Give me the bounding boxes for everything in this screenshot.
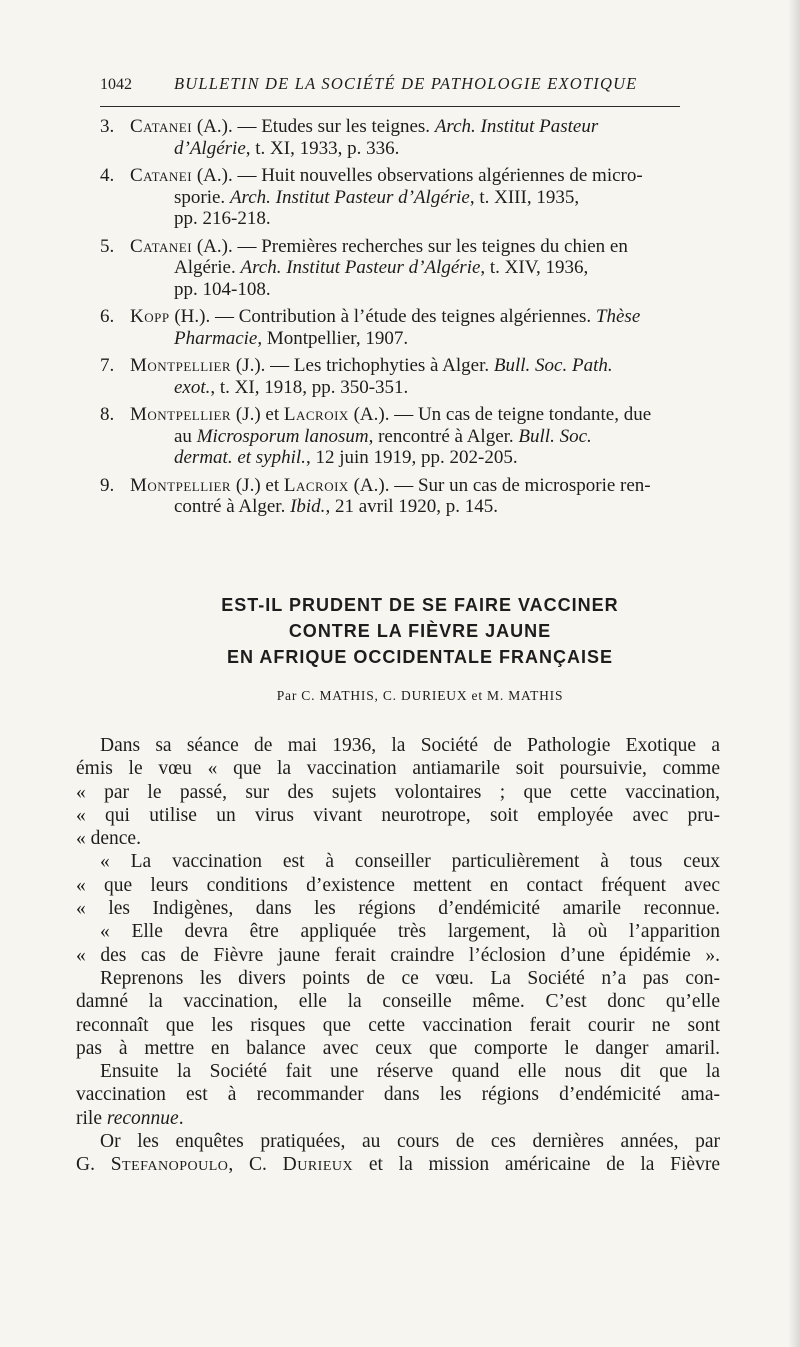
text-run: (J.). — Les trichophyties à Alger. xyxy=(231,355,494,376)
reference-number: 3. xyxy=(100,116,115,137)
text-run: « dence. xyxy=(76,828,141,850)
text-run: Dans sa séance de mai 1936, la Société de Pathologie Exotique a xyxy=(100,735,720,756)
italic-text: Microsporum lanosum xyxy=(196,425,369,447)
header-rule xyxy=(100,106,680,107)
body-line xyxy=(76,1014,720,1037)
body-line xyxy=(76,1153,720,1176)
article-authors: Par C. MATHIS, C. DURIEUX et M. MATHIS xyxy=(276,688,564,703)
reference-line xyxy=(130,355,740,377)
reference-number: 9. xyxy=(100,474,115,496)
reference-item xyxy=(100,236,740,301)
italic-text: Bull. Soc. Path. xyxy=(493,355,613,376)
italic-text: Arch. Institut Pasteur d’Algérie xyxy=(229,186,470,208)
reference-line xyxy=(130,165,740,187)
author-name: Catanei xyxy=(130,235,193,257)
text-run: . xyxy=(178,1107,184,1129)
text-run: G. xyxy=(76,1154,111,1176)
text-run: pp. 216-218. xyxy=(174,208,271,229)
italic-text: Bull. Soc. xyxy=(518,425,592,447)
text-run: pas à mettre en balance avec ceux que comporte le danger amaril. xyxy=(76,1037,720,1059)
body-line xyxy=(76,804,720,827)
text-run: « des cas de Fièvre jaune ferait craindre l’éclosion d’une épidémie ». xyxy=(76,944,720,966)
body-line xyxy=(76,1060,720,1083)
page-edge-shadow xyxy=(788,0,800,1347)
reference-line xyxy=(130,306,740,328)
text-run: (H.). — Contribution à l’étude des teignes algériennes. xyxy=(169,306,596,327)
italic-text: Ibid. xyxy=(290,496,326,517)
article-title xyxy=(120,592,720,670)
text-run: , C. xyxy=(228,1154,283,1176)
reference-line xyxy=(130,447,740,469)
text-run: « que leurs conditions d’existence mettent en contact fréquent avec xyxy=(76,874,720,896)
text-run: au xyxy=(174,425,197,447)
body-line xyxy=(76,1083,720,1106)
body-line xyxy=(76,967,720,990)
text-run: (A.). — Etudes sur les teignes. xyxy=(192,116,435,137)
reference-item xyxy=(100,404,740,469)
reference-number: 6. xyxy=(100,306,115,327)
author-name: Montpellier xyxy=(130,404,232,425)
reference-number: 7. xyxy=(100,355,115,376)
author-name: Lacroix xyxy=(283,404,349,425)
text-run: (A.). — Premières recherches sur les teignes du chien en xyxy=(192,235,628,257)
body-line xyxy=(76,874,720,897)
text-run: , rencontré à Alger. xyxy=(368,425,519,447)
text-run: , t. XI, 1933, p. 336. xyxy=(245,137,400,159)
title-line: EN AFRIQUE OCCIDENTALE FRANÇAISE xyxy=(226,647,613,667)
reference-line xyxy=(130,279,740,301)
text-run: contré à Alger. xyxy=(174,496,291,517)
reference-number: 5. xyxy=(100,235,115,257)
author-name: Catanei xyxy=(130,116,193,137)
author-name: Montpellier xyxy=(130,355,232,376)
author-name: Catanei xyxy=(130,165,193,186)
body-line xyxy=(76,920,720,943)
text-run: et la mission américaine de la Fièvre xyxy=(353,1154,720,1176)
text-run: (J.) et xyxy=(231,474,284,496)
reference-item xyxy=(100,165,740,230)
text-run: (J.) et xyxy=(231,404,284,425)
author-name: Durieux xyxy=(282,1154,354,1176)
reference-line xyxy=(130,404,740,426)
running-title: BULLETIN DE LA SOCIÉTÉ DE PATHOLOGIE EXOTIQUE xyxy=(174,74,638,93)
text-run: « par le passé, sur des sujets volontaires ; que cette vaccination, xyxy=(76,781,720,803)
text-run: sporie. xyxy=(174,186,230,208)
body-line xyxy=(76,827,720,850)
reference-line xyxy=(130,328,740,350)
text-run: émis le vœu « que la vaccination antiamarile soit poursuivie, comme xyxy=(76,758,720,780)
author-name: Lacroix xyxy=(283,474,349,496)
text-run: (A.). — Huit nouvelles observations algériennes de micro- xyxy=(192,165,643,186)
italic-text: reconnue xyxy=(106,1107,179,1129)
text-run: « qui utilise un virus vivant neurotrope, soit employée avec pru- xyxy=(76,804,720,826)
author-name: Kopp xyxy=(130,306,170,327)
reference-line xyxy=(130,116,740,138)
text-run: , t. XIV, 1936, xyxy=(480,257,589,278)
italic-text: Thèse xyxy=(595,306,641,327)
text-run: , Montpellier, 1907. xyxy=(257,327,409,349)
text-run: reconnaît que les risques que cette vaccination ferait courir ne sont xyxy=(76,1014,720,1036)
body-line xyxy=(76,734,720,757)
text-run: Reprenons les divers points de ce vœu. La Société n’a pas con- xyxy=(100,967,720,989)
body-line xyxy=(76,990,720,1013)
body-line xyxy=(76,1107,720,1130)
author-name: Stefanopoulo xyxy=(110,1154,229,1176)
title-line: EST-IL PRUDENT DE SE FAIRE VACCINER xyxy=(221,595,619,615)
text-run: damné la vaccination, elle la conseille même. C’est donc qu’elle xyxy=(76,991,720,1013)
text-run: (A.). — Sur un cas de microsporie ren- xyxy=(348,474,651,496)
author-name: Montpellier xyxy=(130,474,232,496)
reference-line xyxy=(130,257,740,279)
italic-text: exot. xyxy=(174,376,211,398)
text-run: « les Indigènes, dans les régions d’endémicité amarile reconnue. xyxy=(76,898,720,920)
body-line xyxy=(76,850,720,873)
body-line xyxy=(76,897,720,920)
text-run: vaccination est à recommander dans les régions d’endémicité ama- xyxy=(76,1084,720,1106)
page-header xyxy=(100,72,740,102)
title-line: CONTRE LA FIÈVRE JAUNE xyxy=(288,621,552,641)
reference-list xyxy=(100,116,740,524)
reference-line xyxy=(130,496,740,518)
reference-item xyxy=(100,306,740,349)
page-number: 1042 xyxy=(100,76,132,93)
italic-text: Pharmacie xyxy=(174,327,258,349)
text-run: Algérie. xyxy=(174,257,241,278)
reference-line xyxy=(130,236,740,258)
text-run: , t. XIII, 1935, xyxy=(469,186,580,208)
text-run: « La vaccination est à conseiller particulièrement à tous ceux xyxy=(100,851,720,873)
body-line xyxy=(76,781,720,804)
reference-number: 4. xyxy=(100,165,115,186)
reference-item xyxy=(100,475,740,518)
italic-text: d’Algérie xyxy=(174,137,246,159)
body-line xyxy=(76,944,720,967)
italic-text: Arch. Institut Pasteur d’Algérie xyxy=(240,257,481,278)
text-run: pp. 104-108. xyxy=(174,278,271,300)
reference-line xyxy=(130,377,740,399)
text-run: (A.). — Un cas de teigne tondante, due xyxy=(348,404,652,425)
text-run: , 21 avril 1920, p. 145. xyxy=(325,496,499,517)
text-run: Ensuite la Société fait une réserve quand elle nous dit que la xyxy=(100,1061,720,1083)
text-run: , 12 juin 1919, pp. 202-205. xyxy=(305,447,518,468)
reference-number: 8. xyxy=(100,404,115,425)
text-run: , t. XI, 1918, pp. 350-351. xyxy=(210,376,409,398)
italic-text: dermat. et syphil. xyxy=(174,447,306,468)
text-run: « Elle devra être appliquée très largement, là où l’apparition xyxy=(100,921,720,943)
reference-item xyxy=(100,116,740,159)
body-line xyxy=(76,1037,720,1060)
reference-line xyxy=(130,426,740,448)
reference-line xyxy=(130,475,740,497)
reference-line xyxy=(130,187,740,209)
reference-line xyxy=(130,208,740,230)
body-line xyxy=(76,1130,720,1153)
body-line xyxy=(76,757,720,780)
reference-item xyxy=(100,355,740,398)
italic-text: Arch. Institut Pasteur xyxy=(434,116,599,137)
reference-line xyxy=(130,138,740,160)
text-run: Or les enquêtes pratiquées, au cours de ces dernières années, par xyxy=(100,1131,720,1153)
text-run: rile xyxy=(76,1107,107,1129)
article-body xyxy=(76,734,720,1177)
